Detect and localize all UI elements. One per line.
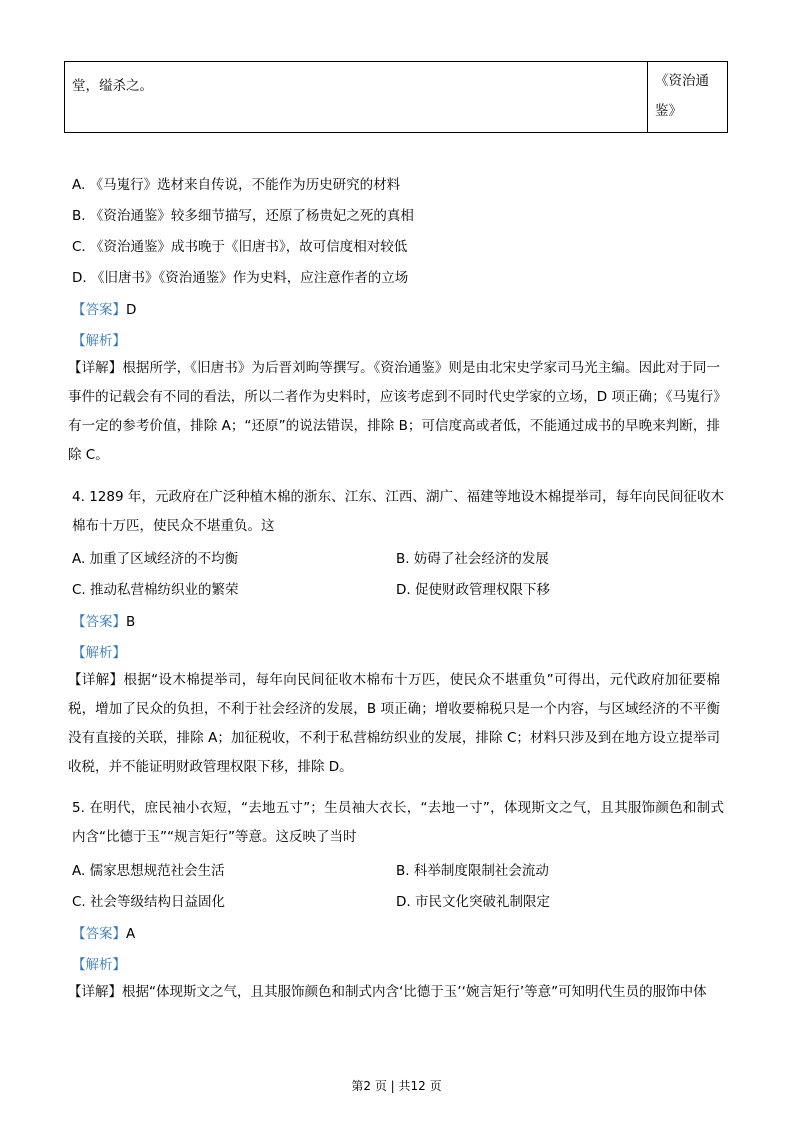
q4-answer bbox=[72, 610, 135, 630]
q4-option-c: C. 推动私营棉纺织业的繁荣 bbox=[72, 582, 239, 598]
answer-value: D bbox=[126, 302, 137, 318]
table-source-cell: 《资治通鉴》 bbox=[655, 73, 709, 119]
q3-detail bbox=[68, 354, 720, 470]
q5-option-b: B. 科举制度限制社会流动 bbox=[396, 863, 549, 879]
q5-analysis-tag: 【解析】 bbox=[72, 957, 126, 973]
table-quote-cell: 堂，缢杀之。 bbox=[72, 78, 153, 94]
q3-option-c: C. 《资治通鉴》成书晚于《旧唐书》，故可信度相对较低 bbox=[72, 239, 408, 255]
detail-text: 根据所学，《旧唐书》为后晋刘昫等撰写。《资治通鉴》则是由北宋史学家司马光主编。因此对于同一事件的记载会有不同的看法，所以二者作为史料时，应该考虑到不同时代史学家的立场，D 项正确；《马嵬行》有一定的参考价值，排除 A；“还原”的说法错误，排除 B；可信度高或者低，不能通过成书的早晚来判断，排除 C。 bbox=[68, 360, 721, 463]
detail-text: 根据“设木棉提举司，每年向民间征收木棉布十万匹，使民众不堪重负”可得出，元代政府加征要棉税，增加了民众的负担，不利于社会经济的发展，B 项正确；增收要棉税只是一个内容，与区域经济的不平衡没有直接的关联，排除 A；加征税收，不利于私营棉纺织业的发展，排除 C；材料只涉及到在地方设立提举司收税，并不能证明财政管理权限下移，排除 D。 bbox=[68, 672, 720, 775]
q4-analysis-tag: 【解析】 bbox=[72, 645, 126, 661]
table-divider bbox=[647, 62, 648, 132]
detail-tag: 【详解】 bbox=[68, 984, 122, 1000]
q5-stem: 5. 在明代，庶民袖小衣短，“去地五寸”；生员袖大衣长，“去地一寸”，体现斯文之气，且其服饰颜色和制式内含“比德于玉”“规言矩行”等意。这反映了当时 bbox=[72, 800, 724, 845]
answer-tag: 【答案】 bbox=[72, 926, 126, 942]
answer-value: A bbox=[126, 926, 136, 942]
detail-text: 根据“体现斯文之气，且其服饰颜色和制式内含‘比德于玉’‘婉言矩行’等意”可知明代生员的服饰中体 bbox=[122, 984, 707, 1000]
q4-option-d: D. 促使财政管理权限下移 bbox=[396, 582, 550, 598]
q5-detail bbox=[68, 978, 720, 1007]
q4-detail bbox=[68, 666, 720, 782]
q4-option-a: A. 加重了区域经济的不均衡 bbox=[72, 551, 239, 567]
q4-option-b: B. 妨碍了社会经济的发展 bbox=[396, 551, 549, 567]
q5-option-a: A. 儒家思想规范社会生活 bbox=[72, 863, 225, 879]
page-footer: 第2 页 | 共12 页 bbox=[351, 1079, 442, 1093]
q3-answer bbox=[72, 298, 136, 318]
q3-option-a: A. 《马嵬行》选材来自传说，不能作为历史研究的材料 bbox=[72, 177, 401, 193]
q3-option-b: B. 《资治通鉴》较多细节描写，还原了杨贵妃之死的真相 bbox=[72, 208, 414, 224]
q5-answer bbox=[72, 922, 135, 942]
q3-option-d: D. 《旧唐书》《资治通鉴》作为史料，应注意作者的立场 bbox=[72, 270, 409, 286]
answer-tag: 【答案】 bbox=[72, 614, 126, 630]
detail-tag: 【详解】 bbox=[68, 672, 124, 688]
answer-value: B bbox=[126, 614, 136, 630]
q5-option-c: C. 社会等级结构日益固化 bbox=[72, 894, 226, 910]
source-table bbox=[64, 61, 728, 133]
detail-tag: 【详解】 bbox=[68, 360, 123, 376]
answer-tag: 【答案】 bbox=[72, 302, 126, 318]
q4-stem: 4. 1289 年，元政府在广泛种植木棉的浙东、江东、江西、湖广、福建等地设木棉提举司，每年向民间征收木棉布十万匹，使民众不堪重负。这 bbox=[72, 489, 724, 534]
q5-option-d: D. 市民文化突破礼制限定 bbox=[396, 894, 550, 910]
q3-analysis-tag: 【解析】 bbox=[72, 333, 126, 349]
